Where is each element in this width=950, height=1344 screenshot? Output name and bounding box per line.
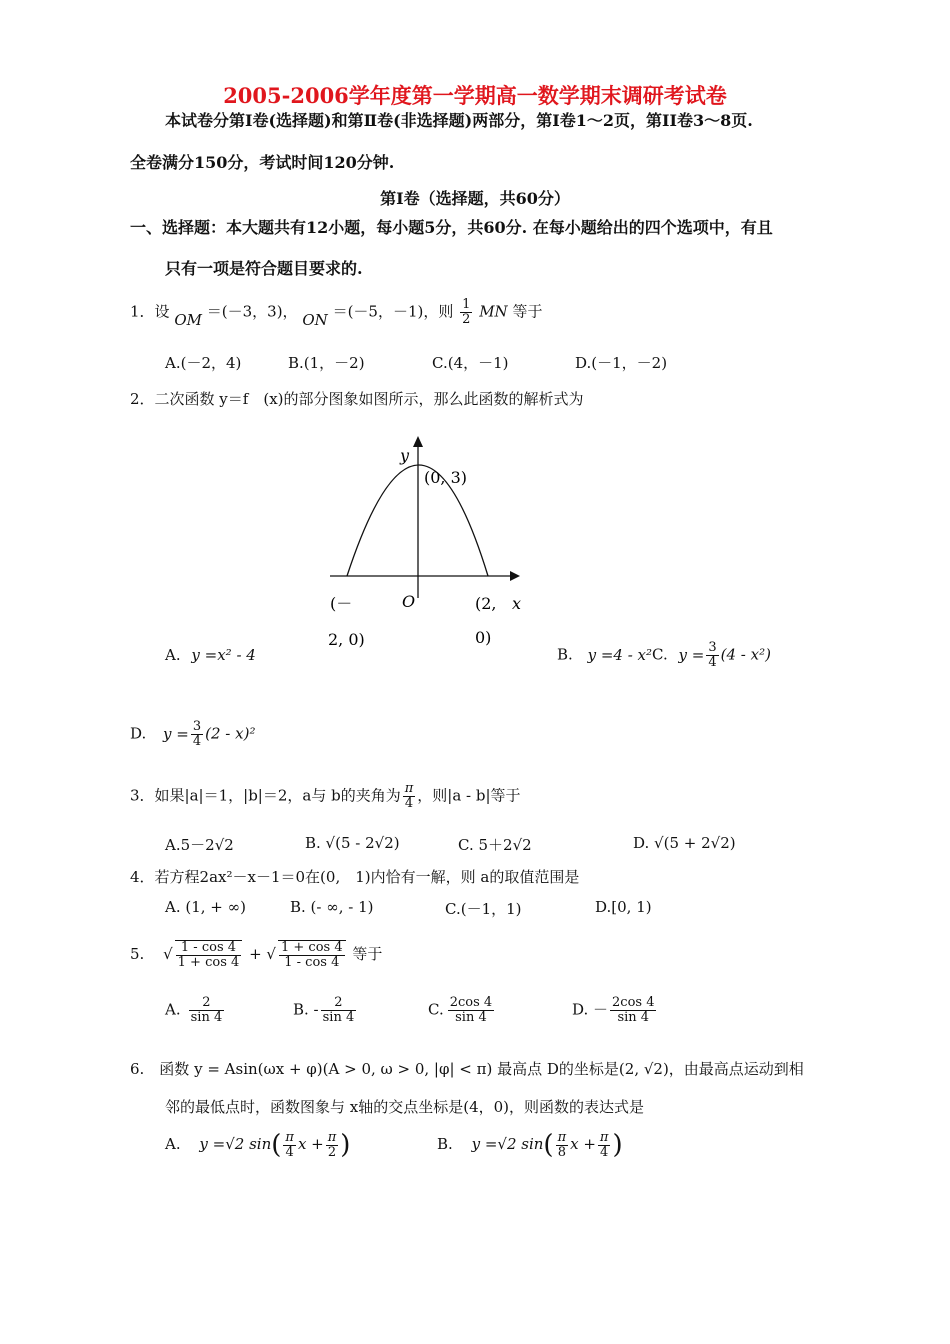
q4-option-c: C.(－1，1) (445, 900, 522, 918)
q4-option-d: D.[0, 1) (595, 898, 652, 916)
part1-heading: 第Ⅰ卷（选择题，共60分） (380, 189, 570, 208)
q5-fraction-1: $\frac{1 - \cos 4}{1 + \cos 4}$ (175, 940, 243, 970)
q1-vector-mn: MN (479, 302, 508, 321)
q2-option-d: D. y = $\frac{3}{4}$ (2 - x)² (130, 719, 256, 749)
q1-half-fraction: $\frac{1}{2}$ (462, 297, 471, 327)
question-6-line-2: 邻的最低点时，函数图象与 x轴的交点坐标是(4，0)，则函数的表达式是 (165, 1098, 645, 1116)
q6-option-b: B. y =√2 sin( $\frac{\pi}{8}$ x + $\frac{\pi}{4}$ ) (437, 1129, 623, 1160)
y-axis-arrow (413, 436, 423, 447)
q5-option-b: B. - $\frac{2}{\sin 4}$ (293, 995, 355, 1025)
origin-label: O (402, 592, 416, 611)
question-2-stem: 2．二次函数 y＝f (x)的部分图象如图所示，那么此函数的解析式为 (130, 390, 584, 408)
q1-suffix: 等于 (512, 302, 543, 321)
q1-on-value: ＝(－5，－1)，则 (332, 302, 454, 321)
x-axis-label: x (512, 594, 522, 613)
q1-prefix: 1．设 (130, 302, 170, 321)
q1-option-a: A.(－2，4) (165, 354, 242, 372)
q1-option-d: D.(－1，－2) (575, 354, 668, 372)
q2-option-b: y =4 - x² (587, 645, 653, 664)
q3-angle-fraction: $\frac{\pi}{4}$ (404, 781, 414, 811)
question-3-stem: 3．如果|a|＝1，|b|＝2，a与 b的夹角为 $\frac{\pi}{4}$ ，则|a - b|等于 (130, 781, 521, 811)
left-root-label-a: (－ (330, 594, 353, 613)
q3-option-b: B. √(5 - 2√2) (305, 834, 400, 852)
q5-option-a: A. $\frac{2}{\sin 4}$ (165, 995, 223, 1025)
section1-line-1: 一、选择题：本大题共有12小题，每小题5分，共60分. 在每小题给出的四个选项中，有且 (130, 218, 773, 237)
q5-option-d: D. － $\frac{2\cos 4}{\sin 4}$ (572, 995, 655, 1025)
q1-om-value: ＝(－3，3)， (206, 302, 298, 321)
q2-option-b-label: B. (557, 645, 573, 664)
vertex-label: (0, 3) (424, 468, 468, 487)
q6-option-a: A. y =√2 sin( $\frac{\pi}{4}$ x + $\frac{\pi}{2}$ ) (165, 1129, 351, 1160)
question-4-stem: 4．若方程2ax²－x－1＝0在(0, 1)内恰有一解，则 a的取值范围是 (130, 868, 580, 886)
q2-option-c-label: C. (652, 645, 668, 664)
exam-title: 2005-2006学年度第一学期高一数学期末调研考试卷 (223, 83, 727, 108)
q1-option-c: C.(4，－1) (432, 354, 509, 372)
intro-line-1: 本试卷分第Ⅰ卷(选择题)和第Ⅱ卷(非选择题)两部分，第Ⅰ卷1～2页，第II卷3～8页. (165, 111, 753, 130)
question-5-stem: 5. √ $\frac{1 - \cos 4}{1 + \cos 4}$ + √ $\frac{1 + \cos 4}{1 - \cos 4}$ 等于 (130, 940, 383, 970)
q5-fraction-2: $\frac{1 + \cos 4}{1 - \cos 4}$ (278, 940, 346, 970)
q3-option-d: D. √(5 + 2√2) (633, 834, 736, 852)
right-root-label-a: (2, (475, 594, 497, 613)
x-axis-arrow (510, 571, 520, 581)
right-root-label-b: 0) (475, 628, 492, 647)
section1-line-2: 只有一项是符合题目要求的. (165, 259, 363, 278)
q2-option-b-c: B. y =4 - x²C. y = $\frac{3}{4}$ (4 - x²) (557, 640, 771, 670)
q3-option-a: A.5－2√2 (165, 836, 234, 854)
q1-vector-om: OM (174, 310, 202, 329)
q5-option-c: C. $\frac{2\cos 4}{\sin 4}$ (428, 995, 493, 1025)
q1-option-b: B.(1，－2) (288, 354, 365, 372)
question-1-stem (130, 298, 542, 327)
q2-option-c-fraction: $\frac{3}{4}$ (708, 640, 717, 670)
q4-option-b: B. (- ∞, - 1) (290, 898, 374, 916)
q2-option-a: A. y =x² - 4 (165, 646, 256, 664)
question-6-line-1: 6. 函数 y = Asin(ωx + φ)(A > 0, ω > 0, |φ| < π) 最高点 D的坐标是(2, √2)，由最高点运动到相 (130, 1060, 804, 1078)
y-axis-label: y (400, 446, 410, 465)
intro-line-2: 全卷满分150分，考试时间120分钟. (130, 153, 395, 172)
q3-option-c: C. 5＋2√2 (458, 836, 532, 854)
q4-option-a: A. (1, + ∞) (165, 898, 246, 916)
left-root-label-b: 2, 0) (328, 630, 365, 649)
q2-option-d-fraction: $\frac{3}{4}$ (192, 719, 202, 749)
parabola-graph (320, 430, 540, 650)
q1-vector-on: ON (302, 310, 328, 329)
